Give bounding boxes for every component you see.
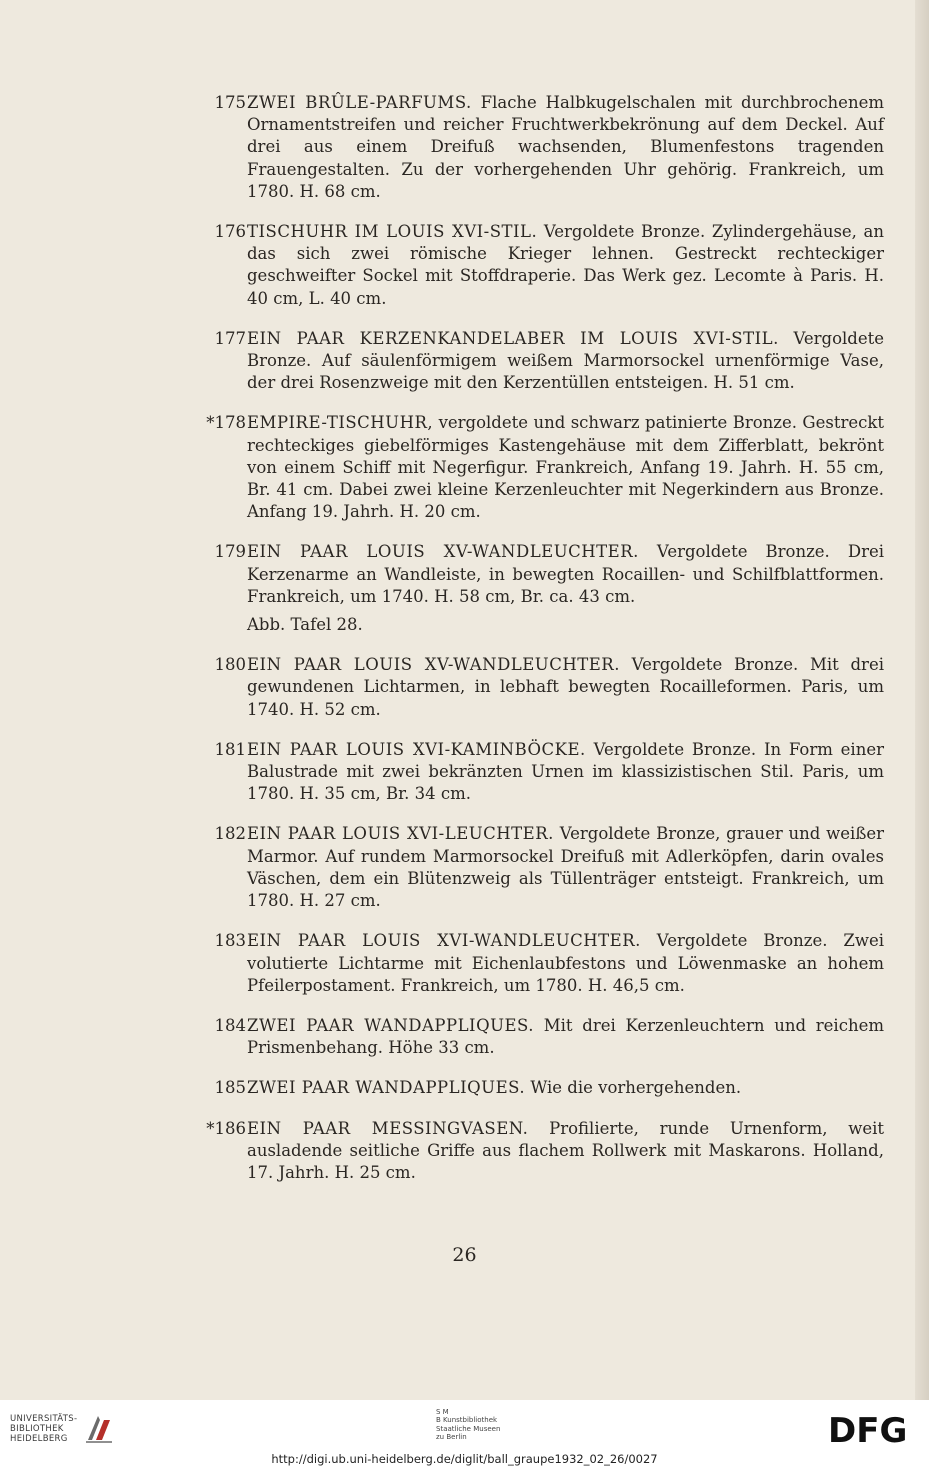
entry-text: Vergoldete Bronze. Mit drei gewundenen Lichtarmen, in lebhaft bewegten Rocailleformen. Paris, um 1740. H. 52 cm. — [247, 655, 884, 719]
entry-title: EIN PAAR LOUIS XVI-KAMINBÖCKE. — [247, 739, 586, 759]
entry-title: EMPIRE-TISCHUHR, — [247, 413, 434, 433]
entry-text: Profilierte, runde Urnenform, weit ausladende seitliche Griffe aus flachem Rollwerk mit Maskarons. Holland, 17. Jahrh. H. 25 cm. — [247, 1118, 884, 1182]
entry-number: 181 — [214, 739, 246, 759]
entry-title: ZWEI PAAR WANDAPPLIQUES. — [247, 1078, 526, 1098]
catalog-entry — [200, 823, 884, 912]
catalog-entry — [200, 654, 884, 721]
entry-body — [247, 823, 884, 912]
entry-title: EIN PAAR MESSINGVASEN. — [247, 1118, 529, 1138]
entry-body — [247, 221, 884, 310]
entry-text: Vergoldete Bronze. Drei Kerzenarme an Wandleiste, in bewegten Rocaillen- und Schilfblattformen. Frankreich, um 1740. H. 58 cm, Br. ca. 43 cm. — [247, 542, 884, 606]
entry-plate-reference: Abb. Tafel 28. — [247, 615, 363, 635]
entry-number: *178 — [206, 413, 246, 433]
entry-text: Vergoldete Bronze. Auf säulenförmigem weißem Marmorsockel urnenförmige Vase, der drei Rosenzweige mit den Kerzentüllen entsteigen. H. 51 cm. — [247, 328, 885, 393]
dfg-logo — [828, 1412, 918, 1446]
entry-list — [200, 92, 884, 1202]
entry-text: Wie die vorhergehenden. — [530, 1078, 742, 1098]
entry-text: Mit drei Kerzenleuchtern und reichem Prismenbehang. Höhe 33 cm. — [247, 1015, 884, 1058]
entry-body — [247, 930, 884, 997]
entry-number: 175 — [214, 93, 246, 112]
entry-text: Vergoldete Bronze. In Form einer Balustrade mit zwei bekränzten Urnen im klassizistischen Stil. Paris, um 1780. H. 35 cm, Br. 34 cm. — [247, 739, 884, 804]
entry-body — [247, 541, 884, 636]
entry-title: TISCHUHR IM LOUIS XVI-STIL. — [247, 222, 538, 242]
entry-title: EIN PAAR LOUIS XV-WANDLEUCHTER. — [247, 542, 639, 562]
entry-title: ZWEI BRÛLE-PARFUMS. — [247, 93, 472, 112]
catalog-entry — [200, 221, 884, 310]
entry-body — [247, 654, 884, 721]
catalog-entry — [200, 1118, 884, 1185]
entry-number: 183 — [214, 931, 246, 951]
entry-body — [247, 412, 884, 523]
entry-number: 179 — [214, 542, 246, 562]
catalog-entry — [200, 412, 884, 523]
entry-text: Flache Halbkugelschalen mit durchbrochenem Ornamentstreifen und reicher Fruchtwerkbekrönung auf dem Deckel. Auf drei aus einem Dreifuß wachsenden, Blumenfestons tragenden Frauengestalten. Zu der vorhergehenden Uhr gehörig. Frankreich, um 1780. H. 68 cm. — [247, 93, 884, 201]
entry-number: 182 — [214, 824, 246, 844]
entry-number: 177 — [214, 328, 246, 348]
catalog-entry — [200, 92, 884, 203]
entry-body — [247, 739, 884, 806]
catalog-entry — [200, 1015, 884, 1059]
entry-title: EIN PAAR LOUIS XV-WANDLEUCHTER. — [247, 655, 620, 675]
entry-text: Vergoldete Bronze, grauer und weißer Marmor. Auf rundem Marmorsockel Dreifuß mit Adlerköpfen, darin ovales Väschen, dem ein Blütenzweig als Tüllenträger entsteigt. Frankreich, um 1780. H. 27 cm. — [247, 824, 884, 911]
entry-text: vergoldete und schwarz patinierte Bronze. Gestreckt rechteckiges giebelförmiges Kastengehäuse mit dem Zifferblatt, bekrönt von einem Schiff mit Negerfigur. Frankreich, Anfang 19. Jahrh. H. 55 cm, Br. 41 cm. Dabei zwei kleine Kerzenleuchter mit Negerkindern aus Bronze. Anfang 19. Jahrh. H. 20 cm. — [247, 413, 884, 522]
entry-body — [247, 1118, 884, 1185]
entry-body — [247, 1015, 884, 1059]
digitization-footer — [0, 1400, 929, 1467]
entry-title: EIN PAAR KERZENKANDELABER IM LOUIS XVI-STIL. — [247, 328, 779, 348]
entry-title: EIN PAAR LOUIS XVI-LEUCHTER. — [247, 824, 554, 844]
catalog-entry — [200, 739, 884, 806]
catalog-entry — [200, 930, 884, 997]
entry-title: EIN PAAR LOUIS XVI-WANDLEUCHTER. — [247, 931, 641, 951]
entry-text: Vergoldete Bronze. Zylindergehäuse, an das sich zwei römische Krieger lehnen. Gestreckt rechteckiger geschweifter Sockel mit Stoffdraperie. Das Werk gez. Lecomte à Paris. H. 40 cm, L. 40 cm. — [247, 222, 884, 308]
source-url[interactable]: http://digi.ub.uni-heidelberg.de/diglit/ball_graupe1932_02_26/0027 — [271, 1452, 658, 1466]
entry-body — [247, 92, 884, 203]
museum-library-credit: S M B Kunstbibliothek Staatliche Museen zu Berlin — [436, 1408, 501, 1442]
entry-body — [247, 1077, 884, 1099]
entry-number: 180 — [214, 655, 246, 675]
entry-text: Vergoldete Bronze. Zwei volutierte Lichtarme mit Eichenlaubfestons und Löwenmaske an hohem Pfeilerpostament. Frankreich, um 1780. H. 46,5 cm. — [247, 931, 885, 995]
university-library-name: UNIVERSITÄTS- BIBLIOTHEK HEIDELBERG — [10, 1414, 78, 1444]
svg-text:DFG: DFG — [828, 1412, 908, 1446]
entry-number: *186 — [206, 1118, 246, 1138]
page-number: 26 — [452, 1244, 477, 1266]
entry-title: ZWEI PAAR WANDAPPLIQUES. — [247, 1015, 535, 1035]
page-edge — [915, 0, 929, 1400]
catalog-entry — [200, 328, 884, 395]
entry-body — [247, 328, 884, 395]
university-logo-icon — [84, 1410, 114, 1446]
catalog-entry — [200, 541, 884, 636]
catalog-entry — [200, 1077, 884, 1099]
entry-number: 185 — [214, 1078, 246, 1098]
entry-number: 184 — [214, 1015, 246, 1035]
entry-number: 176 — [214, 222, 246, 242]
